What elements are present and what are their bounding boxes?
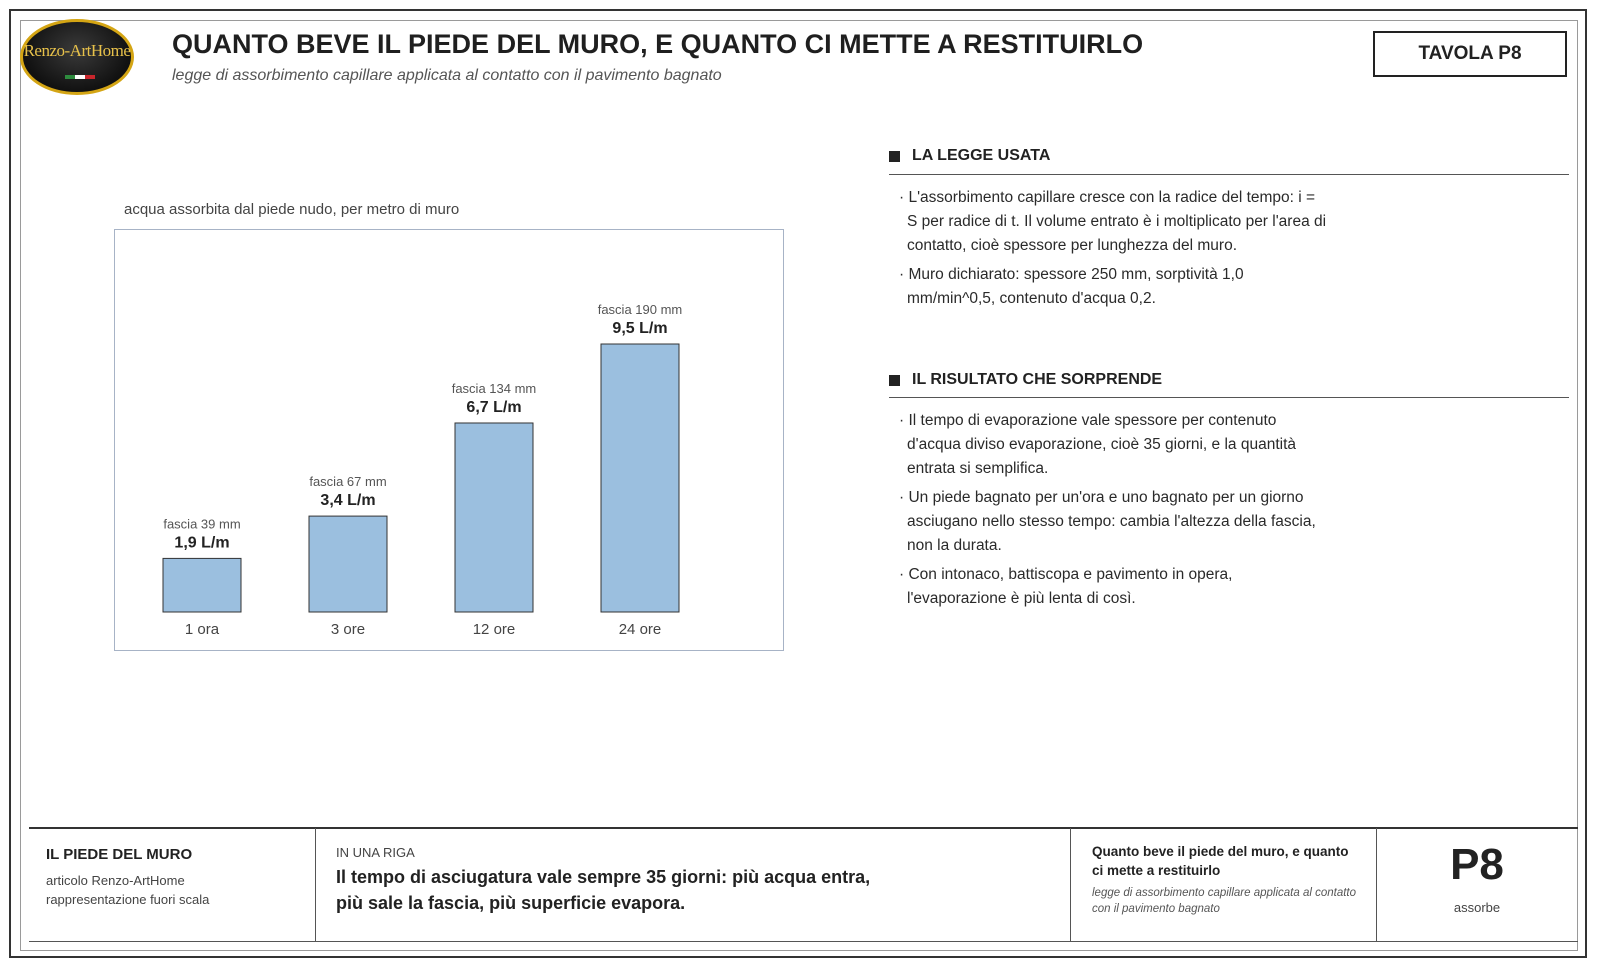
- bullet-item: · Con intonaco, battiscopa e pavimento in opera, l'evaporazione è più lenta di così.: [889, 563, 1329, 611]
- section-heading-text: IL RISULTATO CHE SORPRENDE: [912, 371, 1163, 388]
- bar: [309, 516, 387, 612]
- chart-frame: [114, 229, 784, 651]
- section-heading-text: LA LEGGE USATA: [912, 147, 1051, 164]
- page-subtitle: legge di assorbimento capillare applicata al contatto con il pavimento bagnato: [172, 67, 722, 84]
- bar-value-label: 3,4 L/m: [320, 492, 376, 510]
- bar-value-label: 6,7 L/m: [466, 398, 522, 416]
- bar-fascia-label: fascia 39 mm: [163, 516, 241, 532]
- category-label: 12 ore: [472, 621, 516, 638]
- bar-fascia-label: fascia 134 mm: [451, 380, 537, 396]
- category-label: 24 ore: [618, 621, 662, 638]
- bar-chart: [115, 230, 782, 649]
- bullet-item: · L'assorbimento capillare cresce con la radice del tempo: i = S per radice di t. Il volume entrato è i moltiplicato per l'area di contatto, cioè spessore per lunghezza del muro.: [889, 186, 1329, 258]
- footer-summary-text: Il tempo di asciugatura vale sempre 35 giorni: più acqua entra, più sale la fascia, più superficie evapora.: [336, 867, 871, 913]
- footer-scale-note: rappresentazione fuori scala: [46, 892, 210, 907]
- square-bullet-icon: [889, 375, 900, 386]
- page-title: QUANTO BEVE IL PIEDE DEL MURO, E QUANTO CI METTE A RESTITUIRLO: [172, 29, 1144, 59]
- section-heading-legge: [889, 147, 1050, 165]
- logo-text: Renzo-ArtHome: [23, 41, 131, 60]
- square-bullet-icon: [889, 151, 900, 162]
- chart-caption: acqua assorbita dal piede nudo, per metro di muro: [124, 201, 460, 218]
- bullet-item: · Un piede bagnato per un'ora e uno bagnato per un giorno asciugano nello stesso tempo: cambia l'altezza della fascia, non la durata.: [889, 486, 1329, 558]
- bar: [163, 558, 241, 612]
- footer-plate-code: P8: [1450, 840, 1504, 889]
- bar-value-label: 9,5 L/m: [612, 320, 668, 337]
- bullet-list-risultato: [889, 409, 1329, 616]
- bullet-item: · Il tempo di evaporazione vale spessore per contenuto d'acqua diviso evaporazione, cioè 35 giorni, e la quantità entrata si semplifica.: [889, 409, 1329, 481]
- footer-top-rule: [29, 827, 1578, 829]
- italian-flag-icon: [65, 75, 95, 79]
- footer-bottom-rule: [29, 941, 1578, 942]
- section-divider: [889, 397, 1569, 398]
- footer-separator: [1070, 828, 1071, 941]
- brand-logo: [20, 19, 134, 95]
- tavola-badge: TAVOLA P8: [1373, 31, 1567, 77]
- bar-fascia-label: fascia 190 mm: [597, 302, 683, 317]
- section-divider: [889, 174, 1569, 175]
- footer-plate-label: assorbe: [1453, 900, 1501, 915]
- footer-block-title: IL PIEDE DEL MURO: [46, 846, 193, 863]
- section-heading-risultato: [889, 371, 1162, 389]
- footer-article-line: articolo Renzo-ArtHome: [46, 873, 185, 888]
- footer-doc-subtitle: legge di assorbimento capillare applicata al contatto con il pavimento bagnato: [1092, 887, 1357, 915]
- bar-value-label: 1,9 L/m: [174, 534, 230, 552]
- bar: [455, 423, 533, 612]
- category-label: 1 ora: [184, 621, 220, 638]
- footer-doc-title: Quanto beve il piede del muro, e quanto ci mette a restituirlo: [1092, 844, 1349, 878]
- category-label: 3 ore: [330, 621, 366, 638]
- bullet-item: · Muro dichiarato: spessore 250 mm, sorptività 1,0 mm/min^0,5, contenuto d'acqua 0,2.: [889, 263, 1329, 311]
- bullet-list-legge: [889, 186, 1329, 316]
- bar-fascia-label: fascia 67 mm: [309, 474, 387, 490]
- footer-summary-label: IN UNA RIGA: [336, 845, 415, 860]
- footer-separator: [315, 828, 316, 941]
- bar: [601, 344, 679, 612]
